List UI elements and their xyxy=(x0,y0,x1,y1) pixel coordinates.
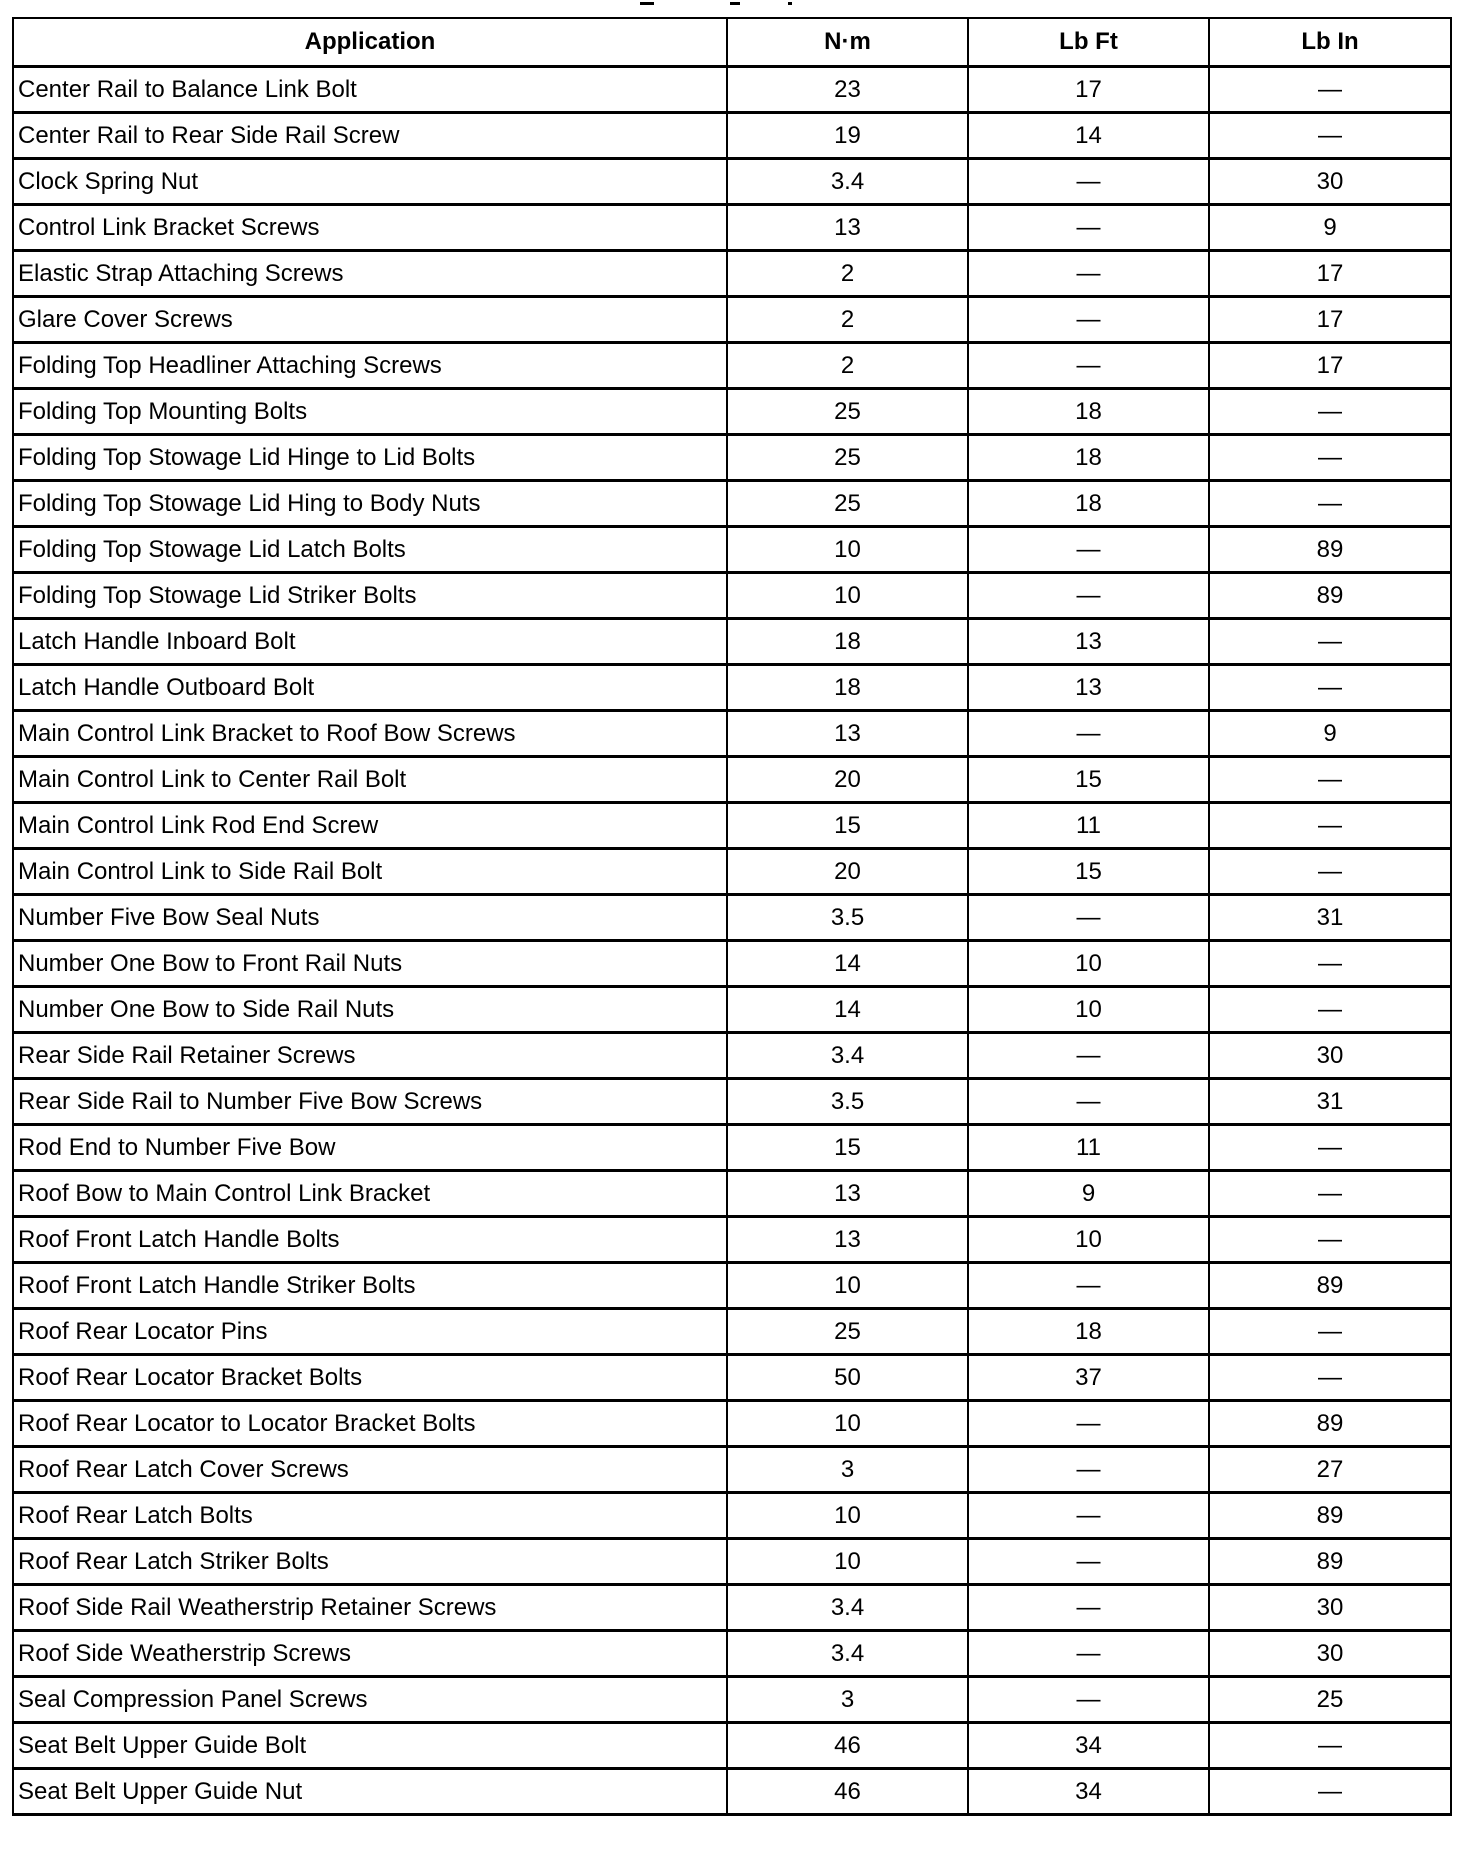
cell-lb-in: — xyxy=(1209,481,1451,527)
cell-application: Latch Handle Inboard Bolt xyxy=(13,619,727,665)
cell-application: Roof Rear Latch Cover Screws xyxy=(13,1447,727,1493)
cell-lb-ft: 13 xyxy=(968,619,1209,665)
cell-nm: 13 xyxy=(727,1171,968,1217)
cell-lb-ft: 18 xyxy=(968,481,1209,527)
cell-lb-ft: 18 xyxy=(968,435,1209,481)
cell-nm: 10 xyxy=(727,1401,968,1447)
cell-application: Clock Spring Nut xyxy=(13,159,727,205)
cell-lb-in: — xyxy=(1209,435,1451,481)
cell-lb-in: 9 xyxy=(1209,711,1451,757)
cell-application: Main Control Link Rod End Screw xyxy=(13,803,727,849)
cell-lb-in: 89 xyxy=(1209,1263,1451,1309)
cell-lb-in: — xyxy=(1209,67,1451,113)
cell-application: Roof Side Weatherstrip Screws xyxy=(13,1631,727,1677)
cell-lb-in: 89 xyxy=(1209,1539,1451,1585)
cell-nm: 10 xyxy=(727,1263,968,1309)
cell-application: Roof Rear Locator Pins xyxy=(13,1309,727,1355)
cell-nm: 15 xyxy=(727,803,968,849)
cell-nm: 3.4 xyxy=(727,159,968,205)
cell-lb-ft: 34 xyxy=(968,1769,1209,1815)
cell-application: Folding Top Stowage Lid Hing to Body Nuts xyxy=(13,481,727,527)
table-row xyxy=(13,757,1451,803)
table-row xyxy=(13,1769,1451,1815)
cell-lb-ft: 18 xyxy=(968,1309,1209,1355)
table-row xyxy=(13,343,1451,389)
cell-lb-ft: — xyxy=(968,1539,1209,1585)
table-row xyxy=(13,1125,1451,1171)
cell-lb-ft: 13 xyxy=(968,665,1209,711)
cell-application: Center Rail to Rear Side Rail Screw xyxy=(13,113,727,159)
cell-application: Roof Rear Locator Bracket Bolts xyxy=(13,1355,727,1401)
cell-lb-ft: — xyxy=(968,251,1209,297)
cell-lb-ft: 10 xyxy=(968,987,1209,1033)
table-row xyxy=(13,1585,1451,1631)
cell-lb-ft: 10 xyxy=(968,1217,1209,1263)
cell-lb-ft: — xyxy=(968,1493,1209,1539)
cell-lb-in: — xyxy=(1209,1171,1451,1217)
cell-lb-in: 31 xyxy=(1209,895,1451,941)
cell-nm: 13 xyxy=(727,1217,968,1263)
cell-application: Folding Top Stowage Lid Hinge to Lid Bolts xyxy=(13,435,727,481)
cell-application: Folding Top Stowage Lid Latch Bolts xyxy=(13,527,727,573)
table-header-row xyxy=(13,18,1451,67)
table-row xyxy=(13,251,1451,297)
cell-nm: 10 xyxy=(727,573,968,619)
cell-lb-ft: — xyxy=(968,1631,1209,1677)
table-row xyxy=(13,1723,1451,1769)
table-row xyxy=(13,527,1451,573)
table-row xyxy=(13,1171,1451,1217)
cell-application: Roof Rear Locator to Locator Bracket Bolts xyxy=(13,1401,727,1447)
table-row xyxy=(13,1631,1451,1677)
cell-nm: 3.4 xyxy=(727,1631,968,1677)
column-header-nm: N·m xyxy=(727,18,968,67)
cell-lb-in: — xyxy=(1209,665,1451,711)
table-row xyxy=(13,389,1451,435)
cell-lb-ft: 34 xyxy=(968,1723,1209,1769)
table-row xyxy=(13,803,1451,849)
cell-application: Number One Bow to Side Rail Nuts xyxy=(13,987,727,1033)
cell-lb-ft: 11 xyxy=(968,803,1209,849)
table-row xyxy=(13,1263,1451,1309)
cell-nm: 19 xyxy=(727,113,968,159)
cell-lb-ft: 37 xyxy=(968,1355,1209,1401)
cell-nm: 20 xyxy=(727,849,968,895)
cell-lb-in: 17 xyxy=(1209,251,1451,297)
table-row xyxy=(13,159,1451,205)
cell-application: Roof Front Latch Handle Bolts xyxy=(13,1217,727,1263)
cell-nm: 15 xyxy=(727,1125,968,1171)
cell-lb-ft: — xyxy=(968,1585,1209,1631)
cell-lb-ft: — xyxy=(968,1079,1209,1125)
cell-application: Roof Rear Latch Bolts xyxy=(13,1493,727,1539)
cell-lb-ft: — xyxy=(968,205,1209,251)
table-row xyxy=(13,573,1451,619)
cell-lb-ft: — xyxy=(968,159,1209,205)
cell-nm: 10 xyxy=(727,1493,968,1539)
column-header-application: Application xyxy=(13,18,727,67)
cell-nm: 3 xyxy=(727,1677,968,1723)
cell-nm: 25 xyxy=(727,1309,968,1355)
cell-lb-in: — xyxy=(1209,941,1451,987)
cell-lb-in: 89 xyxy=(1209,1493,1451,1539)
cell-lb-in: 9 xyxy=(1209,205,1451,251)
cell-application: Rod End to Number Five Bow xyxy=(13,1125,727,1171)
cell-lb-ft: 9 xyxy=(968,1171,1209,1217)
table-row xyxy=(13,1079,1451,1125)
column-header-lb-in: Lb In xyxy=(1209,18,1451,67)
table-row xyxy=(13,1033,1451,1079)
cell-lb-in: — xyxy=(1209,1217,1451,1263)
table-row xyxy=(13,1217,1451,1263)
cell-nm: 2 xyxy=(727,343,968,389)
cell-lb-in: — xyxy=(1209,1723,1451,1769)
cell-lb-in: — xyxy=(1209,619,1451,665)
cell-application: Latch Handle Outboard Bolt xyxy=(13,665,727,711)
cell-lb-ft: — xyxy=(968,1263,1209,1309)
cell-nm: 3.4 xyxy=(727,1033,968,1079)
cell-lb-in: 30 xyxy=(1209,1631,1451,1677)
cell-application: Center Rail to Balance Link Bolt xyxy=(13,67,727,113)
cell-nm: 3.4 xyxy=(727,1585,968,1631)
cell-application: Roof Front Latch Handle Striker Bolts xyxy=(13,1263,727,1309)
cell-lb-ft: — xyxy=(968,573,1209,619)
cell-nm: 13 xyxy=(727,711,968,757)
cell-lb-in: — xyxy=(1209,1355,1451,1401)
cell-lb-in: 17 xyxy=(1209,297,1451,343)
cell-nm: 14 xyxy=(727,941,968,987)
cell-lb-ft: — xyxy=(968,895,1209,941)
top-scan-marks xyxy=(640,0,840,10)
cell-lb-in: 17 xyxy=(1209,343,1451,389)
cell-application: Roof Side Rail Weatherstrip Retainer Screws xyxy=(13,1585,727,1631)
cell-lb-in: 25 xyxy=(1209,1677,1451,1723)
torque-specifications-table xyxy=(12,17,1452,1816)
table-row xyxy=(13,849,1451,895)
cell-lb-ft: 11 xyxy=(968,1125,1209,1171)
cell-application: Rear Side Rail to Number Five Bow Screws xyxy=(13,1079,727,1125)
cell-nm: 25 xyxy=(727,481,968,527)
cell-application: Main Control Link Bracket to Roof Bow Screws xyxy=(13,711,727,757)
cell-lb-in: — xyxy=(1209,849,1451,895)
cell-lb-in: — xyxy=(1209,1125,1451,1171)
cell-nm: 13 xyxy=(727,205,968,251)
cell-application: Seat Belt Upper Guide Nut xyxy=(13,1769,727,1815)
table-row xyxy=(13,1493,1451,1539)
cell-lb-in: — xyxy=(1209,803,1451,849)
cell-lb-in: 30 xyxy=(1209,159,1451,205)
cell-lb-ft: 15 xyxy=(968,757,1209,803)
cell-lb-in: 89 xyxy=(1209,1401,1451,1447)
cell-application: Folding Top Headliner Attaching Screws xyxy=(13,343,727,389)
cell-application: Roof Bow to Main Control Link Bracket xyxy=(13,1171,727,1217)
cell-application: Elastic Strap Attaching Screws xyxy=(13,251,727,297)
cell-application: Number One Bow to Front Rail Nuts xyxy=(13,941,727,987)
cell-lb-in: — xyxy=(1209,113,1451,159)
table-row xyxy=(13,1401,1451,1447)
cell-lb-ft: — xyxy=(968,1677,1209,1723)
cell-lb-ft: — xyxy=(968,527,1209,573)
cell-lb-ft: 18 xyxy=(968,389,1209,435)
cell-nm: 3 xyxy=(727,1447,968,1493)
cell-lb-ft: — xyxy=(968,1401,1209,1447)
table-row xyxy=(13,941,1451,987)
cell-nm: 2 xyxy=(727,297,968,343)
cell-lb-in: 30 xyxy=(1209,1033,1451,1079)
table-row xyxy=(13,1677,1451,1723)
cell-application: Control Link Bracket Screws xyxy=(13,205,727,251)
cell-lb-in: — xyxy=(1209,987,1451,1033)
cell-application: Seat Belt Upper Guide Bolt xyxy=(13,1723,727,1769)
cell-application: Main Control Link to Center Rail Bolt xyxy=(13,757,727,803)
cell-nm: 10 xyxy=(727,527,968,573)
cell-application: Rear Side Rail Retainer Screws xyxy=(13,1033,727,1079)
cell-nm: 3.5 xyxy=(727,1079,968,1125)
table-row xyxy=(13,67,1451,113)
cell-lb-in: 30 xyxy=(1209,1585,1451,1631)
cell-application: Seal Compression Panel Screws xyxy=(13,1677,727,1723)
cell-lb-ft: — xyxy=(968,711,1209,757)
table-row xyxy=(13,665,1451,711)
cell-lb-in: — xyxy=(1209,757,1451,803)
cell-application: Roof Rear Latch Striker Bolts xyxy=(13,1539,727,1585)
table-row xyxy=(13,113,1451,159)
table-row xyxy=(13,1539,1451,1585)
cell-lb-in: — xyxy=(1209,1769,1451,1815)
cell-lb-ft: — xyxy=(968,343,1209,389)
table-row xyxy=(13,711,1451,757)
cell-application: Folding Top Mounting Bolts xyxy=(13,389,727,435)
cell-lb-ft: 14 xyxy=(968,113,1209,159)
cell-nm: 2 xyxy=(727,251,968,297)
table-row xyxy=(13,619,1451,665)
cell-lb-in: — xyxy=(1209,1309,1451,1355)
table-row xyxy=(13,987,1451,1033)
cell-nm: 50 xyxy=(727,1355,968,1401)
cell-nm: 14 xyxy=(727,987,968,1033)
table-row xyxy=(13,481,1451,527)
cell-nm: 18 xyxy=(727,665,968,711)
cell-application: Number Five Bow Seal Nuts xyxy=(13,895,727,941)
table-row xyxy=(13,297,1451,343)
cell-lb-ft: — xyxy=(968,1033,1209,1079)
cell-lb-ft: 15 xyxy=(968,849,1209,895)
cell-lb-in: — xyxy=(1209,389,1451,435)
cell-nm: 20 xyxy=(727,757,968,803)
table-row xyxy=(13,205,1451,251)
cell-nm: 25 xyxy=(727,435,968,481)
cell-nm: 46 xyxy=(727,1769,968,1815)
cell-lb-in: 89 xyxy=(1209,527,1451,573)
table-row xyxy=(13,1355,1451,1401)
table-row xyxy=(13,1309,1451,1355)
cell-lb-in: 27 xyxy=(1209,1447,1451,1493)
cell-lb-in: 89 xyxy=(1209,573,1451,619)
cell-application: Main Control Link to Side Rail Bolt xyxy=(13,849,727,895)
cell-lb-ft: 10 xyxy=(968,941,1209,987)
cell-lb-in: 31 xyxy=(1209,1079,1451,1125)
cell-application: Folding Top Stowage Lid Striker Bolts xyxy=(13,573,727,619)
cell-nm: 46 xyxy=(727,1723,968,1769)
column-header-lb-ft: Lb Ft xyxy=(968,18,1209,67)
table-row xyxy=(13,1447,1451,1493)
cell-lb-ft: 17 xyxy=(968,67,1209,113)
cell-nm: 18 xyxy=(727,619,968,665)
cell-lb-ft: — xyxy=(968,297,1209,343)
cell-nm: 23 xyxy=(727,67,968,113)
cell-nm: 25 xyxy=(727,389,968,435)
table-row xyxy=(13,435,1451,481)
cell-nm: 10 xyxy=(727,1539,968,1585)
cell-lb-ft: — xyxy=(968,1447,1209,1493)
cell-nm: 3.5 xyxy=(727,895,968,941)
table-row xyxy=(13,895,1451,941)
cell-application: Glare Cover Screws xyxy=(13,297,727,343)
